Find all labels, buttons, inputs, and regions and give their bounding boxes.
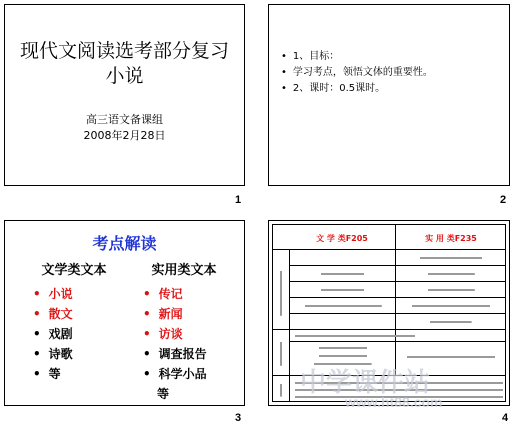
slide-3-right-column — [129, 259, 239, 404]
slide-3-heading: 考点解读 — [92, 234, 157, 253]
slide-4-col1-header: 文 学 类F205 — [316, 234, 368, 243]
table-cell — [295, 332, 445, 339]
slide-3-left-item: • 散文 — [33, 304, 129, 324]
slide-2-bullets — [281, 49, 433, 97]
slide-2-bullet: • 2、课时：0.5课时。 — [281, 81, 433, 97]
slide-3-left-header: 文学类文本 — [41, 263, 107, 278]
watermark-url: www.ht88.com — [345, 394, 443, 410]
slide-3-right-item: • 传记 — [143, 284, 239, 304]
table-divider — [289, 313, 505, 314]
table-row-label — [276, 337, 286, 371]
slide-thumbnail-1[interactable] — [4, 4, 245, 186]
slide-thumbnail-3[interactable] — [4, 220, 245, 406]
table-divider — [395, 225, 396, 375]
table-cell — [295, 302, 391, 309]
slide-2-bullet: • 1、目标： — [281, 49, 433, 65]
table-cell — [295, 270, 391, 277]
table-cell — [399, 270, 503, 277]
table-divider — [289, 265, 505, 266]
table-row-label — [276, 381, 286, 399]
slide-1-title-line2: 小说 — [105, 65, 144, 87]
slide-number-3: 3 — [235, 412, 242, 424]
table-cell — [295, 286, 391, 293]
slide-3-left-item: • 小说 — [33, 284, 129, 304]
slide-3-right-item: • 访谈 — [143, 324, 239, 344]
slide-2-bullet: • 学习考点，领悟文体的重要性。 — [281, 65, 433, 81]
table-cell — [399, 286, 503, 293]
slide-1-title-line1: 现代文阅读选考部分复习 — [19, 40, 229, 62]
slide-thumbnail-4[interactable] — [268, 220, 510, 406]
table-cell — [399, 302, 503, 309]
table-cell — [399, 353, 503, 360]
table-cell — [399, 318, 503, 325]
slide-number-4: 4 — [502, 412, 509, 424]
table-divider — [273, 249, 505, 250]
slide-1-org: 高三语文备课组 — [86, 113, 163, 126]
slide-3-left-item: • 等 — [33, 364, 129, 384]
slide-3-left-column — [19, 259, 129, 384]
table-divider — [273, 329, 505, 330]
watermark-brand: 中学课件站 — [300, 367, 431, 397]
slide-3-right-item: • 调查报告 — [143, 344, 239, 364]
table-cell — [399, 254, 503, 261]
slide-number-1: 1 — [235, 194, 242, 206]
table-cell — [295, 380, 503, 400]
slide-3-left-item: • 诗歌 — [33, 344, 129, 364]
slide-3-right-item: • 新闻 — [143, 304, 239, 324]
table-divider — [289, 341, 505, 342]
table-divider — [273, 375, 505, 376]
slide-1-title — [11, 39, 238, 89]
table-cell — [295, 345, 391, 371]
slide-number-2: 2 — [500, 194, 507, 206]
slide-3-left-item: • 戏剧 — [33, 324, 129, 344]
table-divider — [289, 281, 505, 282]
slide-3-right-header: 实用类文本 — [151, 263, 217, 278]
table-divider — [289, 249, 290, 402]
slide-4-table — [272, 224, 506, 402]
slide-thumbnail-2[interactable] — [268, 4, 510, 186]
slide-1-date: 2008年2月28日 — [83, 129, 166, 142]
slide-4-col2-header: 实 用 类F235 — [425, 234, 477, 243]
table-divider — [289, 297, 505, 298]
slide-3-right-item: 等 — [157, 387, 170, 401]
slide-3-right-item: • 科学小品 — [143, 364, 239, 384]
table-row-label — [276, 265, 286, 321]
